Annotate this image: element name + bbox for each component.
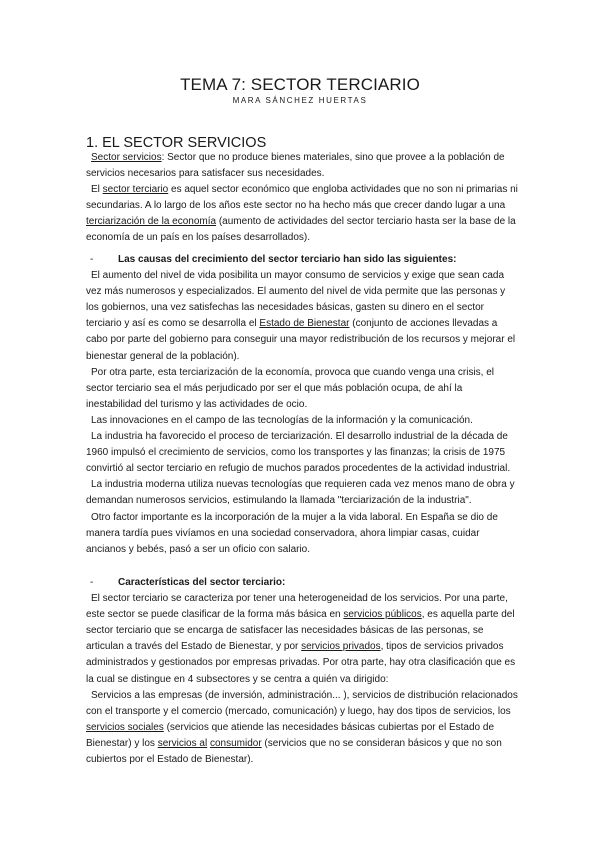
author-name: MARA SÁNCHEZ HUERTAS [232,96,368,105]
definition-paragraph: Sector servicios: Sector que no produce bienes materiales, sino que provee a la población de servicios necesarios para satisfacer sus necesidades. [86,152,505,180]
causes-block [86,252,518,558]
features-block [86,575,518,768]
intro-paragraph: El sector terciario es aquel sector económico que engloba actividades que no son ni primarias ni secundarias. A lo largo de los años este sector no ha hecho más que crecer dando lugar a una terciarización de la economía (aumento de actividades del sector terciario hasta ser la base de la economía de un país en los países desarrollados). [86,184,518,244]
bullet-dash: - [90,577,94,588]
term-servicios-al: servicios al [157,737,208,749]
term-sector-servicios: Sector servicios [91,152,162,163]
term-sector-terciario: sector terciario [102,184,169,196]
term-estado-bienestar: Estado de Bienestar [259,318,350,330]
causes-heading: - Las causas del crecimiento del sector terciario han sido las siguientes: [86,252,518,268]
term-servicios-sociales: servicios sociales [86,721,164,733]
term-consumidor: consumidor [209,737,262,749]
features-heading: - Características del sector terciario: [86,575,518,591]
term-terciarizacion: terciarización de la economía [86,216,217,228]
causes-paragraph: La industria ha favorecido el proceso de terciarización. El desarrollo industrial de la década de 1960 impulsó el crecimiento de servicios, como los transportes y las finanzas; la crisis de 1975 convirtió al sector terciario en refugio de muchos parados procedentes de la actividad industrial. [86,431,511,475]
term-servicios-publicos: servicios públicos [343,609,422,621]
bullet-dash: - [90,254,94,265]
causes-paragraph: Las innovaciones en el campo de las tecnologías de la información y la comunicación. [91,414,473,426]
causes-paragraph: La industria moderna utiliza nuevas tecnologías que requieren cada vez menos mano de obra y demandan numerosos servicios, estimulando la llamada "terciarización de la industria". [86,479,515,507]
causes-paragraph: Por otra parte, esta terciarización de la economía, provoca que cuando venga una crisis, el sector terciario sea el más perjudicado por ser el que más población ocupa, de ahí la inestabilidad del turismo y las actividades de ocio. [86,366,495,410]
term-servicios-privados: servicios privados [301,641,381,653]
document-title: TEMA 7: SECTOR TERCIARIO [180,75,420,94]
features-paragraph: Servicios a las empresas (de inversión, administración... ), servicios de distribución relacionados con el transporte y el comercio (mercado, comunicación) y luego, hay dos tipos de servicios, los servicios sociales (servicios que atiende las necesidades básicas cubiertas por el Estado de Bienestar) y los servicios al consumidor (servicios que no se consideran básicos y que no son cubiertos por el Estado de Bienestar). [86,689,518,766]
section-intro [86,150,518,247]
causes-paragraph: Otro factor importante es la incorporación de la mujer a la vida laboral. En España se dio de manera tardía pues vivíamos en una sociedad conservadora, ahora limpiar casas, cuidar ancianos y bebés, pasó a ser un oficio con salario. [86,511,498,555]
causes-paragraph: El aumento del nivel de vida posibilita un mayor consumo de servicios y exige que sean cada vez más numerosos y especializados. El aumento del nivel de vida permite que las personas y los gobiernos, una vez satisfechas las necesidades básicas, gasten su dinero en el sector terciario y así es como se desarrolla el Estado de Bienestar (conjunto de acciones llevadas a cabo por parte del gobierno para conseguir una mayor redistribución de los recursos y mejorar el bienestar general de la población). [86,270,516,362]
features-paragraph: El sector terciario se caracteriza por tener una heterogeneidad de los servicios. Por una parte, este sector se puede clasificar de la forma más básica en servicios públicos, es aquella parte del sector terciario que se encarga de satisfacer las necesidades básicas de las personas, se articulan a través del Estado de Bienestar, y por servicios privados, tipos de servicios privados administrados y gestionados por empresas privadas. Por otra parte, hay otra clasificación que es la cual se distingue en 4 subsectores y se centra a quién va dirigido: [86,593,516,685]
section-heading: 1. EL SECTOR SERVICIOS [86,135,267,151]
